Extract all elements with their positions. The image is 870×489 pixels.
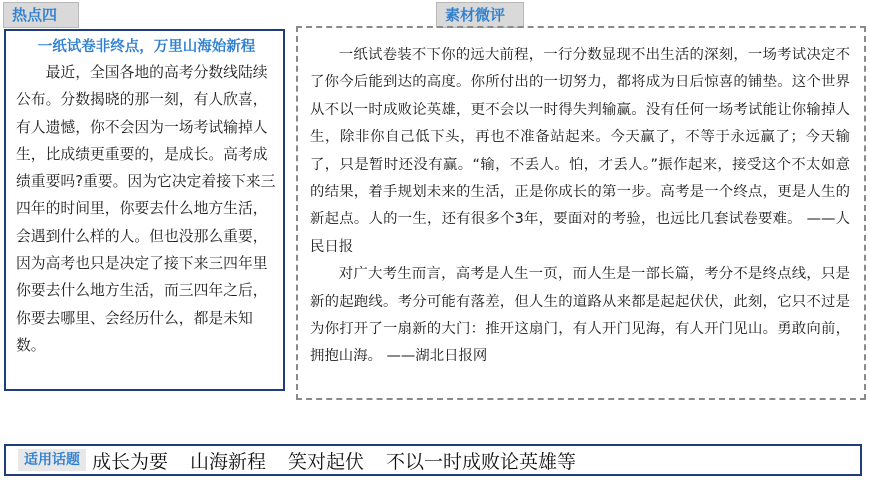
topic-item: 山海新程 (190, 450, 267, 473)
material-review-panel (296, 26, 866, 400)
review-paragraph-2: 对广大考生而言，高考是人生一页，而人生是一部长篇，考分不是终点线，只是新的起跑线。考分可能有落差，但人生的道路从来都是起起伏伏，此刻，它只不过是为你打开了一扇新的大门：推开这扇门，有人开门见海，有人开门见山。勇敢向前，拥抱山海。 ——湖北日报网 (310, 266, 850, 365)
material-review-tag: 素材微评 (436, 2, 524, 28)
applicable-topics-label: 适用话题 (18, 449, 86, 471)
topic-item: 笑对起伏 (288, 450, 365, 473)
hot-point-title: 一纸试卷非终点，万里山海始新程 (37, 39, 256, 55)
hot-point-panel (4, 29, 285, 391)
review-paragraph-1: 一纸试卷装不下你的远大前程，一行分数显现不出生活的深刻，一场考试决定不了你今后能到达的高度。你所付出的一切努力，都将成为日后惊喜的铺垫。这个世界从不以一时成败论英雄，更不会以一时得失判输赢。没有任何一场考试能让你输掉人生，除非你自己低下头，再也不准备站起来。今天赢了，不等于永远赢了；今天输了，只是暂时还没有赢。“输，不丢人。怕，才丢人。”振作起来，接受这个不太如意的结果，着手规划未来的生活，正是你成长的第一步。高考是一个终点，更是人生的新起点。人的一生，还有很多个3年，要面对的考验，也远比几套试卷要难。 ——人民日报 (310, 47, 850, 255)
hot-point-body: 最近，全国各地的高考分数线陆续公布。分数揭晓的那一刻，有人欣喜，有人遗憾，你不会因为一场考试输掉人生，比成绩更重要的，是成长。高考成绩重要吗?重要。因为它决定着接下来三四年的时间里，你要去什么地方生活，会遇到什么样的人。但也没那么重要，因为高考也只是决定了接下来三四年里你要去什么地方生活，而三四年之后，你要去哪里、会经历什么，都是未知数。 (16, 64, 276, 354)
topic-item: 成长为要 (92, 450, 169, 473)
topic-item: 不以一时成败论英雄等 (386, 450, 577, 473)
topic-list (92, 447, 598, 474)
hot-point-tag: 热点四 (3, 2, 79, 28)
applicable-topics-bar (4, 444, 862, 476)
